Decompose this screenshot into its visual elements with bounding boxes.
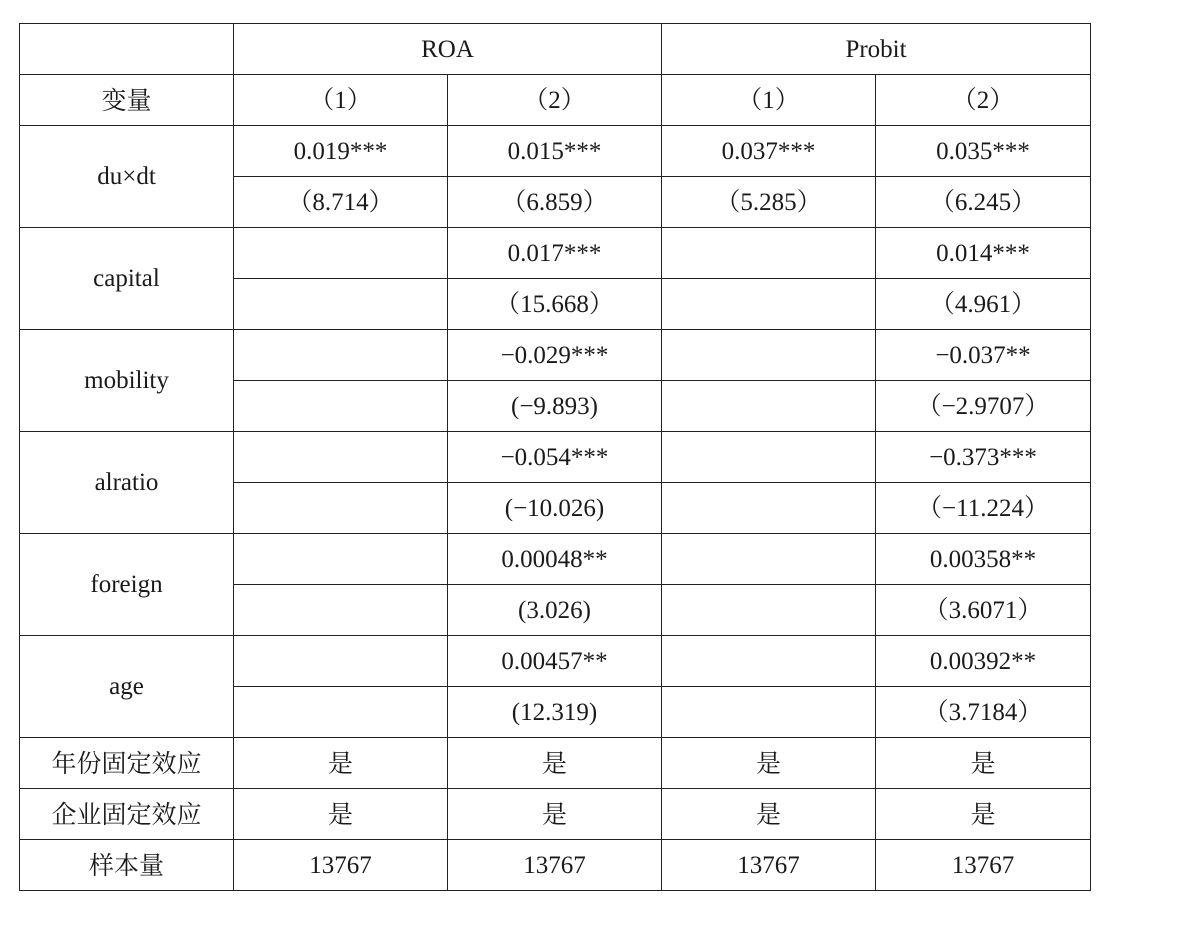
coef-cell xyxy=(662,636,876,687)
coef-row xyxy=(20,432,1091,483)
header-group-roa: ROA xyxy=(234,24,662,75)
tstat-cell: （−11.224） xyxy=(876,483,1091,534)
tstat-cell: （4.961） xyxy=(876,279,1091,330)
tstat-cell: (3.026) xyxy=(448,585,662,636)
tstat-cell xyxy=(662,279,876,330)
firm-fixed-effect-row xyxy=(20,789,1091,840)
coef-cell xyxy=(662,228,876,279)
fe-cell: 是 xyxy=(234,789,448,840)
coef-row xyxy=(20,126,1091,177)
coef-cell: −0.037** xyxy=(876,330,1091,381)
tstat-cell xyxy=(234,483,448,534)
column-number: （2） xyxy=(448,75,662,126)
coef-cell: 0.014*** xyxy=(876,228,1091,279)
row-label: 年份固定效应 xyxy=(20,738,234,789)
coef-cell xyxy=(234,636,448,687)
fe-cell: 是 xyxy=(234,738,448,789)
corner-cell xyxy=(20,24,234,75)
coef-cell: 0.00048** xyxy=(448,534,662,585)
tstat-cell xyxy=(234,381,448,432)
fe-cell: 是 xyxy=(448,789,662,840)
coef-cell xyxy=(662,534,876,585)
sample-size-cell: 13767 xyxy=(234,840,448,891)
variable-name: age xyxy=(20,636,234,738)
row-label: 企业固定效应 xyxy=(20,789,234,840)
tstat-cell: （3.7184） xyxy=(876,687,1091,738)
coef-cell: 0.00392** xyxy=(876,636,1091,687)
fe-cell: 是 xyxy=(876,738,1091,789)
tstat-cell: （5.285） xyxy=(662,177,876,228)
tstat-cell: （3.6071） xyxy=(876,585,1091,636)
variable-name: alratio xyxy=(20,432,234,534)
coef-row xyxy=(20,330,1091,381)
sample-size-row xyxy=(20,840,1091,891)
tstat-cell: （8.714） xyxy=(234,177,448,228)
tstat-cell xyxy=(234,687,448,738)
fe-cell: 是 xyxy=(662,789,876,840)
coef-cell: −0.054*** xyxy=(448,432,662,483)
header-row xyxy=(20,24,1091,75)
tstat-cell xyxy=(234,279,448,330)
tstat-cell xyxy=(662,687,876,738)
column-number: （2） xyxy=(876,75,1091,126)
coef-cell: 0.035*** xyxy=(876,126,1091,177)
column-number: （1） xyxy=(234,75,448,126)
coef-cell xyxy=(662,432,876,483)
coef-cell: 0.017*** xyxy=(448,228,662,279)
tstat-cell: （6.245） xyxy=(876,177,1091,228)
sample-size-cell: 13767 xyxy=(448,840,662,891)
coef-cell xyxy=(234,432,448,483)
tstat-cell xyxy=(234,585,448,636)
variable-name: foreign xyxy=(20,534,234,636)
variable-name: capital xyxy=(20,228,234,330)
tstat-cell: (−9.893) xyxy=(448,381,662,432)
regression-table xyxy=(19,23,1091,891)
coef-cell: 0.019*** xyxy=(234,126,448,177)
coef-cell: 0.015*** xyxy=(448,126,662,177)
variable-header: 变量 xyxy=(20,75,234,126)
coef-cell xyxy=(662,330,876,381)
sample-size-cell: 13767 xyxy=(876,840,1091,891)
coef-cell: 0.00358** xyxy=(876,534,1091,585)
coef-cell: 0.037*** xyxy=(662,126,876,177)
fe-cell: 是 xyxy=(448,738,662,789)
row-label: 样本量 xyxy=(20,840,234,891)
tstat-cell: （−2.9707） xyxy=(876,381,1091,432)
fe-cell: 是 xyxy=(662,738,876,789)
tstat-cell: （15.668） xyxy=(448,279,662,330)
coef-cell xyxy=(234,330,448,381)
tstat-cell: （6.859） xyxy=(448,177,662,228)
variable-name: du×dt xyxy=(20,126,234,228)
sample-size-cell: 13767 xyxy=(662,840,876,891)
coef-cell xyxy=(234,228,448,279)
header-group-probit: Probit xyxy=(662,24,1091,75)
coef-row xyxy=(20,534,1091,585)
coef-cell: −0.373*** xyxy=(876,432,1091,483)
tstat-cell xyxy=(662,483,876,534)
year-fixed-effect-row xyxy=(20,738,1091,789)
coef-row xyxy=(20,636,1091,687)
coef-cell xyxy=(234,534,448,585)
coef-cell: 0.00457** xyxy=(448,636,662,687)
tstat-cell xyxy=(662,585,876,636)
coef-row xyxy=(20,228,1091,279)
subheader-row xyxy=(20,75,1091,126)
coef-cell: −0.029*** xyxy=(448,330,662,381)
fe-cell: 是 xyxy=(876,789,1091,840)
tstat-cell xyxy=(662,381,876,432)
column-number: （1） xyxy=(662,75,876,126)
tstat-cell: (−10.026) xyxy=(448,483,662,534)
tstat-cell: (12.319) xyxy=(448,687,662,738)
variable-name: mobility xyxy=(20,330,234,432)
